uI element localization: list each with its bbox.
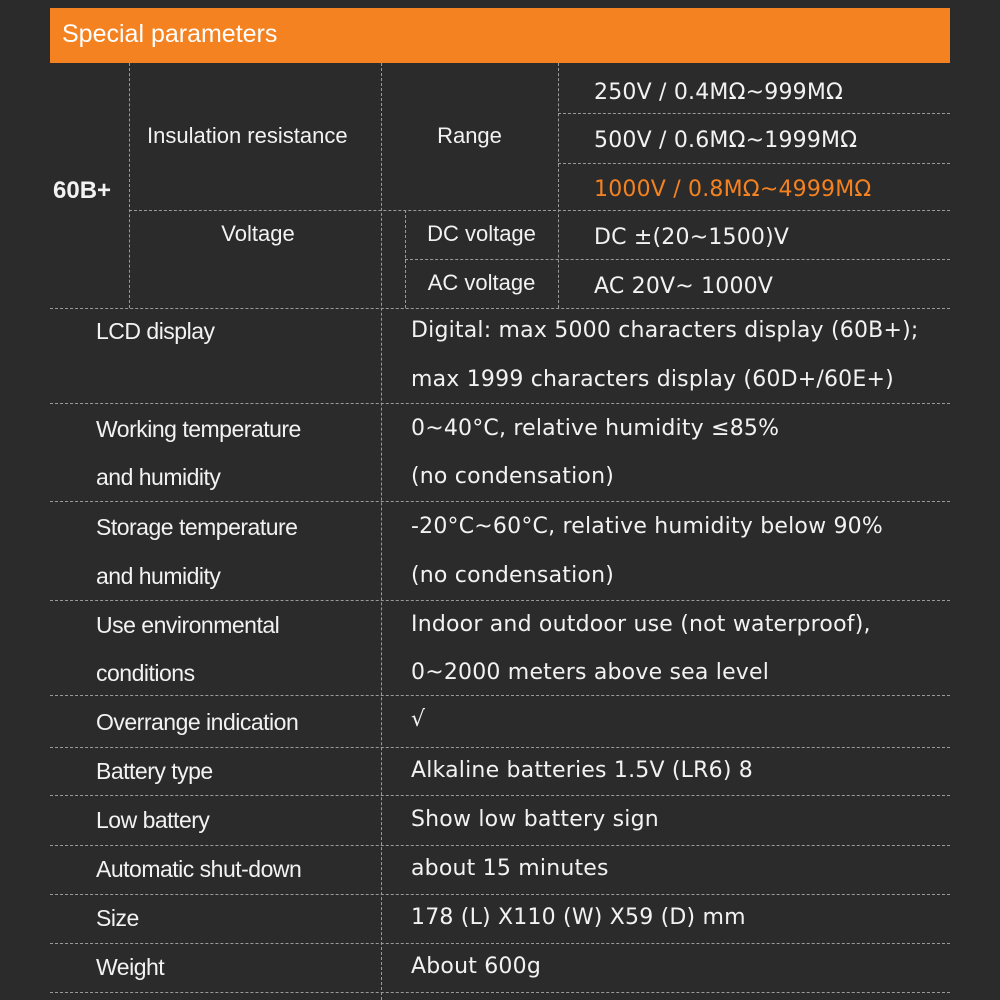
- ac-voltage-value: AC 20V~ 1000V: [594, 274, 774, 299]
- working-temperature-value-line2: (no condensation): [411, 464, 614, 489]
- lcd-display-value-line1: Digital: max 5000 characters display (60B+);: [411, 318, 919, 343]
- storage-temperature-value-line2: (no condensation): [411, 563, 614, 588]
- weight-value: About 600g: [411, 954, 541, 979]
- divider: [405, 259, 950, 260]
- lcd-display-label: LCD display: [96, 318, 215, 344]
- weight-label: Weight: [96, 954, 165, 980]
- size-label: Size: [96, 905, 139, 931]
- divider: [381, 63, 382, 1000]
- range-value-250v: 250V / 0.4MΩ~999MΩ: [594, 80, 844, 105]
- range-value-1000v: 1000V / 0.8MΩ~4999MΩ: [594, 177, 872, 202]
- row-divider: [50, 308, 950, 309]
- environmental-conditions-label-line1: Use environmental: [96, 612, 280, 638]
- storage-temperature-label-line1: Storage temperature: [96, 514, 298, 540]
- low-battery-label: Low battery: [96, 807, 210, 833]
- model-label: 60B+: [53, 177, 112, 204]
- overrange-indication-label: Overrange indication: [96, 709, 299, 735]
- row-divider: [50, 501, 950, 502]
- divider: [558, 63, 559, 308]
- overrange-indication-checkmark: √: [411, 707, 426, 732]
- divider: [558, 113, 950, 114]
- row-divider: [50, 795, 950, 796]
- divider: [558, 163, 950, 164]
- row-divider: [50, 747, 950, 748]
- environmental-conditions-label-line2: conditions: [96, 660, 195, 686]
- row-divider: [50, 600, 950, 601]
- section-title: Special parameters: [62, 20, 278, 48]
- working-temperature-value-line1: 0~40°C, relative humidity ≤85%: [411, 416, 780, 441]
- storage-temperature-label-line2: and humidity: [96, 563, 221, 589]
- spec-table: [50, 63, 950, 1000]
- row-divider: [50, 403, 950, 404]
- working-temperature-label-line2: and humidity: [96, 464, 221, 490]
- storage-temperature-value-line1: -20°C~60°C, relative humidity below 90%: [411, 514, 883, 539]
- size-value: 178 (L) X110 (W) X59 (D) mm: [411, 905, 746, 930]
- battery-type-value: Alkaline batteries 1.5V (LR6) 8: [411, 758, 754, 783]
- battery-type-label: Battery type: [96, 758, 213, 784]
- divider: [129, 63, 130, 308]
- working-temperature-label-line1: Working temperature: [96, 416, 301, 442]
- dc-voltage-value: DC ±(20~1500)V: [594, 225, 790, 250]
- auto-shutdown-value: about 15 minutes: [411, 856, 609, 881]
- auto-shutdown-label: Automatic shut-down: [96, 856, 302, 882]
- row-divider: [50, 894, 950, 895]
- divider: [129, 210, 950, 211]
- row-divider: [50, 845, 950, 846]
- row-divider: [50, 695, 950, 696]
- insulation-resistance-label: Insulation resistance: [147, 123, 348, 148]
- environmental-conditions-value-line2: 0~2000 meters above sea level: [411, 660, 770, 685]
- lcd-display-value-line2: max 1999 characters display (60D+/60E+): [411, 367, 894, 392]
- row-divider: [50, 943, 950, 944]
- row-divider: [50, 992, 950, 993]
- range-value-500v: 500V / 0.6MΩ~1999MΩ: [594, 128, 858, 153]
- dc-voltage-label: DC voltage: [427, 221, 536, 246]
- low-battery-value: Show low battery sign: [411, 807, 659, 832]
- environmental-conditions-value-line1: Indoor and outdoor use (not waterproof),: [411, 612, 871, 637]
- ac-voltage-label: AC voltage: [427, 270, 536, 295]
- range-label: Range: [437, 123, 502, 148]
- section-header: [50, 8, 950, 63]
- voltage-label: Voltage: [221, 221, 295, 246]
